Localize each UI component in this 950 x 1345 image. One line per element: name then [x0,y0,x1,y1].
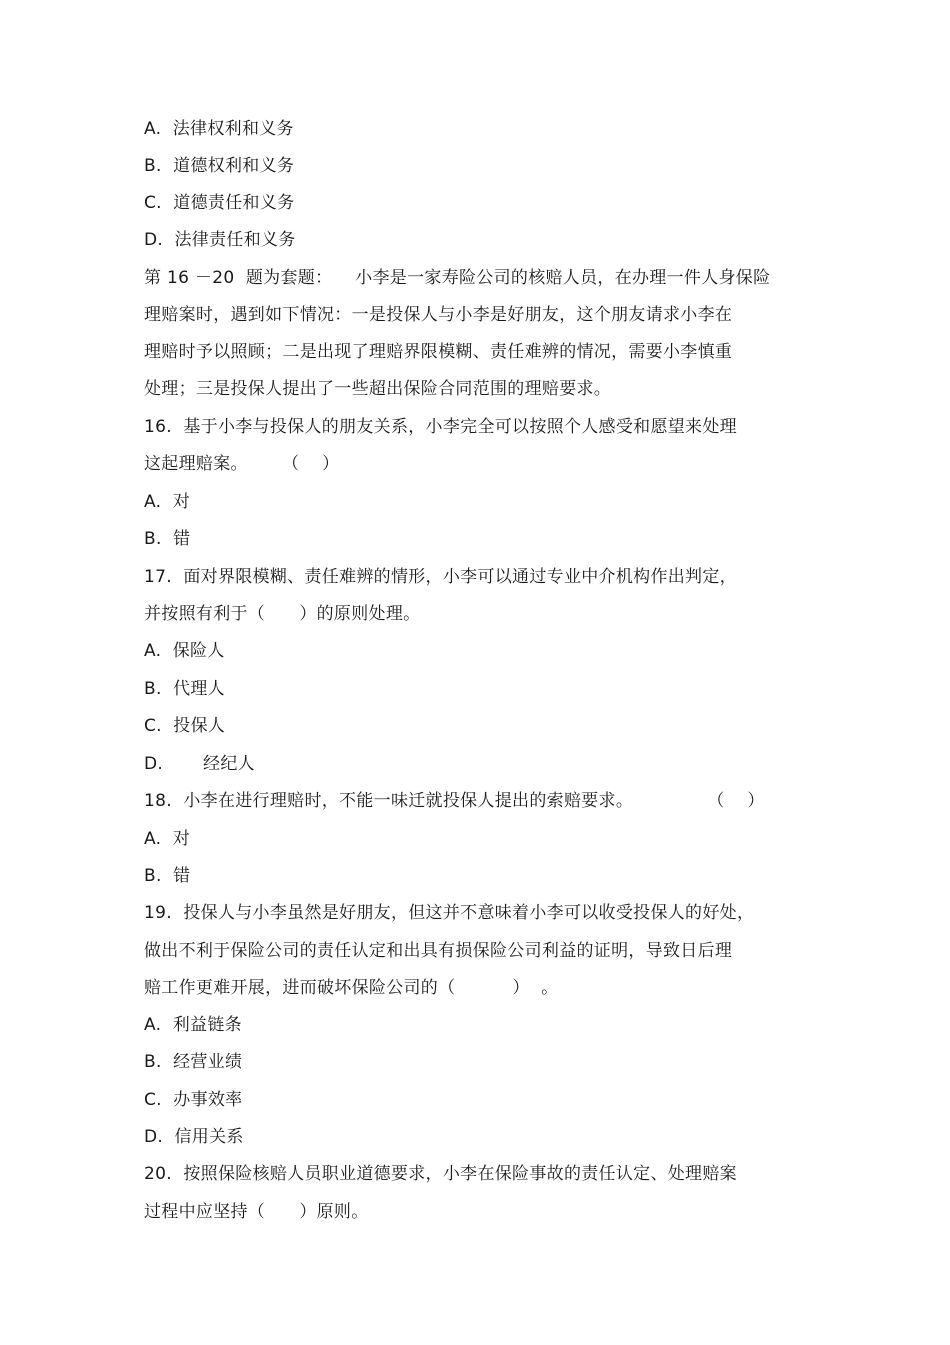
case-intro-line: 处理；三是投保人提出了一些超出保险合同范围的理赔要求。 [144,379,612,399]
question-17: 17. 面对界限模糊、责任难辨的情形，小李可以通过专业中介机构作出判定， [144,567,737,587]
option-a: A. 利益链条 [144,1015,242,1035]
question-16-cont: 这起理赔案。 （ ） [144,454,340,474]
question-20: 20. 按照保险核赔人员职业道德要求，小李在保险事故的责任认定、处理赔案 [144,1164,737,1184]
option-c: C. 投保人 [144,716,226,736]
option-a: A. 对 [144,829,191,849]
option-b: B. 道德权利和义务 [144,156,295,176]
option-a: A. 法律权利和义务 [144,119,294,139]
case-intro-line: 理赔时予以照顾；二是出现了理赔界限模糊、责任难辨的情况，需要小李慎重 [144,342,733,362]
option-d: D. 经纪人 [144,754,255,774]
option-a: A. 保险人 [144,641,225,661]
option-b: B. 错 [144,866,191,886]
option-d: D. 法律责任和义务 [144,230,296,250]
question-19-cont: 赔工作更难开展，进而破坏保险公司的（ ） 。 [144,978,559,998]
question-17-cont: 并按照有利于（ ）的原则处理。 [144,604,421,624]
option-b: B. 经营业绩 [144,1052,243,1072]
option-d: D. 信用关系 [144,1127,244,1147]
option-c: C. 办事效率 [144,1090,243,1110]
question-18: 18. 小李在进行理赔时，不能一味迁就投保人提出的索赔要求。 （ ） [144,791,765,811]
case-intro-line: 第 16 －20 题为套题： 小李是一家寿险公司的核赔人员，在办理一件人身保险 [144,268,771,288]
question-20-cont: 过程中应坚持（ ）原则。 [144,1202,369,1222]
option-c: C. 道德责任和义务 [144,193,295,213]
option-b: B. 错 [144,529,191,549]
option-a: A. 对 [144,492,191,512]
question-19: 19. 投保人与小李虽然是好朋友，但这并不意味着小李可以收受投保人的好处， [144,903,755,923]
question-19-cont: 做出不利于保险公司的责任认定和出具有损保险公司利益的证明，导致日后理 [144,941,733,961]
option-b: B. 代理人 [144,679,225,699]
case-intro-line: 理赔案时，遇到如下情况：一是投保人与小李是好朋友，这个朋友请求小李在 [144,305,733,325]
question-16: 16. 基于小李与投保人的朋友关系，小李完全可以按照个人感受和愿望来处理 [144,417,737,437]
